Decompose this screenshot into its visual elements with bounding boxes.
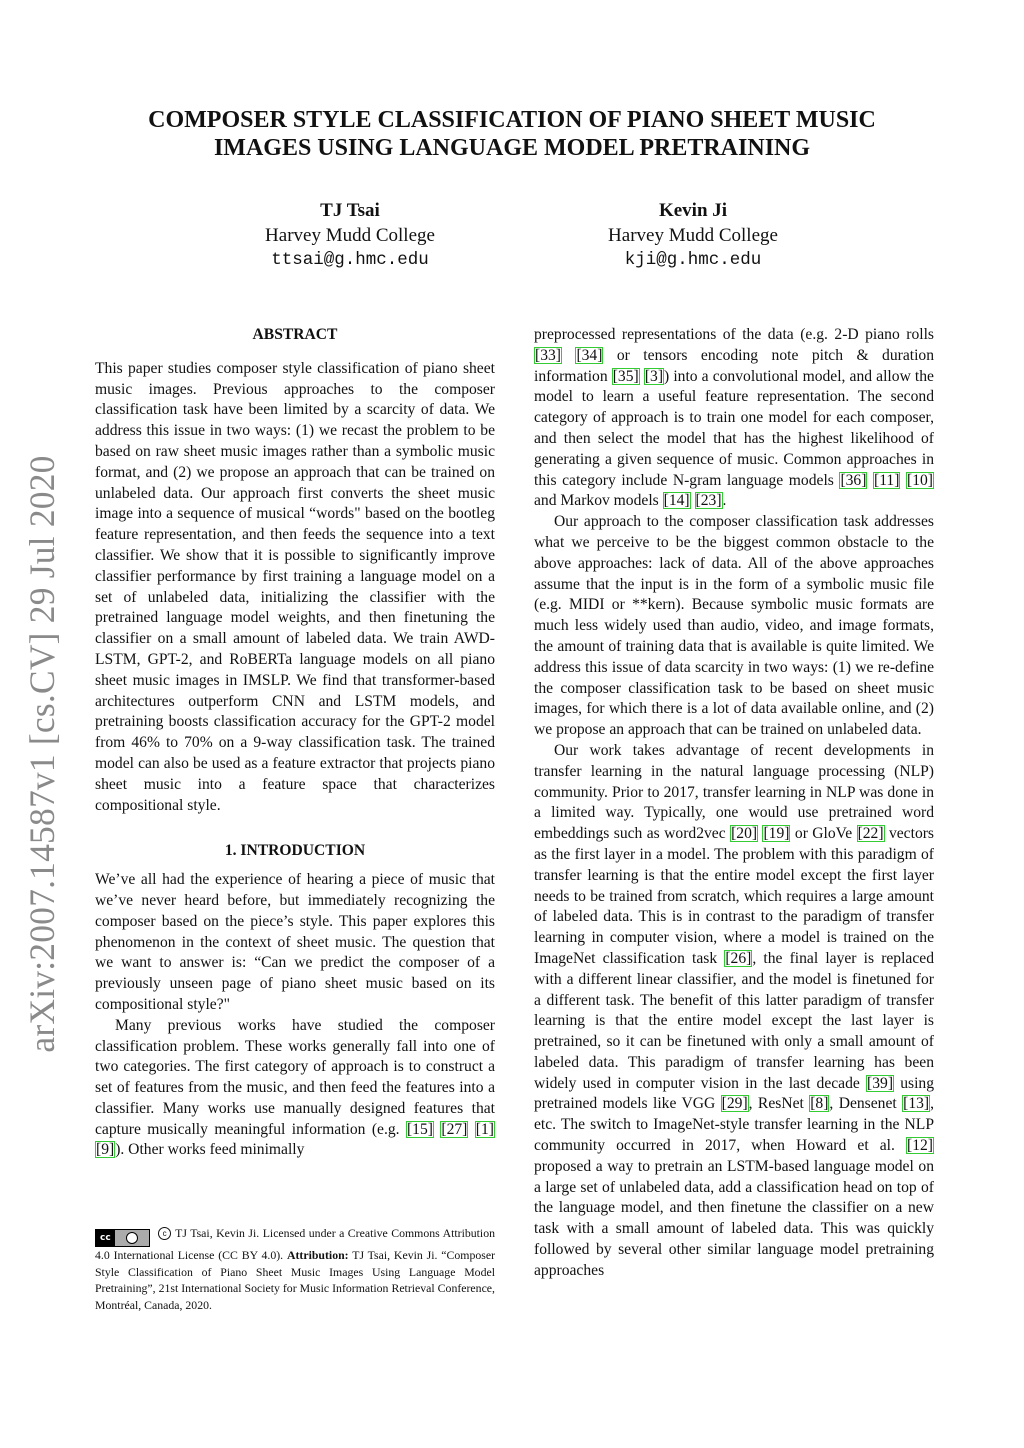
citation-link[interactable]: [29]	[721, 1095, 748, 1113]
citation-link[interactable]: [34]	[576, 346, 603, 364]
author-name: Kevin Ji	[658, 200, 728, 221]
cc-by-license-icon	[95, 1229, 150, 1247]
citation-link[interactable]: [19]	[763, 825, 790, 843]
cc-badge-text: cc	[96, 1230, 115, 1246]
right-paragraph-3	[534, 741, 934, 1282]
citation-link[interactable]: [1]	[475, 1120, 494, 1138]
citation-link[interactable]: [39]	[867, 1074, 894, 1092]
paragraph-text: using pretrained models like VGG	[534, 1074, 935, 1113]
paragraph-text: , the final layer is replaced with a different linear classifier, and the model is finetuned for a different task. The benefit of this latter paradigm of transfer learning is that the entire model except the last layer is pretrained, so it can be finetuned with only a small amount of labeled data. This paradigm of transfer learning has been widely used in computer vision in the last decade	[534, 949, 934, 1092]
author-name: TJ Tsai	[320, 200, 380, 221]
right-paragraph-1	[534, 325, 934, 512]
citation-link[interactable]: [23]	[695, 492, 722, 510]
right-column	[534, 325, 934, 1282]
citation-link[interactable]: [10]	[907, 471, 933, 489]
title-line-1: COMPOSER STYLE CLASSIFICATION OF PIANO SHEET MUSIC	[148, 107, 876, 133]
title-line-2: IMAGES USING LANGUAGE MODEL PRETRAINING	[213, 135, 811, 161]
intro-paragraph-1: We’ve all had the experience of hearing a piece of music that we’ve never heard before, but immediately recognizing the composer based on the piece’s style. This paper explores this phenomenon in the context of sheet music. The question that we want to answer is: “Can we predict the composer of a previously unseen page of piano sheet music based on its compositional style?"	[95, 871, 495, 1013]
author-affiliation: Harvey Mudd College	[265, 225, 435, 246]
citation-link[interactable]: [36]	[840, 471, 867, 489]
footnote-citation-text: TJ Tsai, Kevin Ji. “Composer Style Classification of Piano Sheet Music Images Using Language Model Pretraining”, 21st International Society for Music Information Retrieval Conference, Montréal, Canada, 2020.	[95, 1248, 495, 1312]
citation-link[interactable]: [8]	[810, 1095, 829, 1113]
footnote-license-text: TJ Tsai, Kevin Ji. Licensed under a Creative Commons Attribution 4.0 International License (CC BY 4.0).	[95, 1226, 495, 1262]
paragraph-text: , ResNet	[748, 1095, 804, 1113]
author-block-2	[543, 198, 843, 273]
arxiv-identifier-stamp	[0, 0, 84, 1448]
arxiv-id-text: arXiv:2007.14587v1 [cs.CV] 29 Jul 2020	[22, 455, 62, 1053]
paragraph-text: ). Other works feed minimally	[115, 1141, 305, 1159]
citation-link[interactable]: [20]	[731, 825, 758, 843]
citation-link[interactable]: [14]	[663, 492, 690, 510]
citation-link[interactable]: [35]	[612, 367, 639, 385]
attribution-label: Attribution:	[286, 1248, 349, 1262]
right-paragraph-2: Our approach to the composer classification task addresses what we perceive to be the biggest common obstacle to the above approaches: lack of data. All of the above approaches assume that the input is in the form of a symbolic music file (e.g. MIDI or **kern). Because symbolic music formats are much less widely used than audio, video, and image formats, the amount of training data that is available is quite limited. We address this issue of data scarcity in two ways: (1) we re-define the composer classification task to be based on sheet music images, for which there is a lot of data available online, and (2) we propose an approach that can be trained on unlabeled data.	[534, 513, 934, 739]
citation-link[interactable]: [27]	[441, 1120, 468, 1138]
paragraph-text: , etc. The switch to ImageNet-style transfer learning in the NLP community occurred in 2017, when Howard et al.	[534, 1095, 935, 1155]
by-person-icon	[115, 1230, 149, 1246]
paragraph-text: Many previous works have studied the composer classification problem. These works generally fall into one of two categories. The first category of approach is to construct a set of features from the music, and then feed the features into a classifier. Many works use manually designed features that capture musically meaningful information (e.g.	[95, 1016, 495, 1138]
citation-link[interactable]: [33]	[535, 346, 561, 364]
paragraph-text: ) into a convolutional model, and allow the model to learn a useful feature representation. The second category of approach is to train one model for each composer, and then select the model that has the highest likelihood of generating a given sequence of music. Common approaches in this category include N-gram language models	[534, 367, 934, 489]
citation-link[interactable]: [13]	[903, 1095, 930, 1113]
paragraph-text: , Densenet	[829, 1095, 897, 1113]
citation-link[interactable]: [3]	[644, 367, 664, 385]
citation-link[interactable]: [15]	[406, 1120, 433, 1138]
author-email: kji@g.hmc.edu	[624, 250, 762, 270]
abstract-text: This paper studies composer style classification of piano sheet music images. Previous approaches to the composer classification task have been limited by a scarcity of data. We address this issue in two ways: (1) we recast the problem to be based on raw sheet music images rather than a symbolic music format, and (2) we propose an approach that can be trained on unlabeled data. Our approach first converts the sheet music image into a sequence of musical “words" based on the bootleg feature representation, and then feeds the sequence into a text classifier. We show that it is possible to significantly improve classifier performance by first training a language model on a set of unlabeled data, initializing the classifier with the pretrained language model weights, and then finetuning the classifier on a small amount of labeled data. We train AWD-LSTM, GPT-2, and RoBERTa language models on all piano sheet music images in IMSLP. We find that transformer-based architectures outperform CNN and LSTM models, and pretraining boosts classification accuracy for the GPT-2 model from 46% to 70% on a 9-way classification task. The trained model can also be used as a feature extractor that projects piano sheet music into a feature space that characterizes compositional style.	[95, 359, 495, 814]
citation-link[interactable]: [12]	[907, 1137, 933, 1155]
author-email: ttsai@g.hmc.edu	[271, 250, 429, 270]
paper-title	[84, 106, 940, 162]
left-column	[95, 325, 495, 1161]
citation-link[interactable]: [26]	[725, 949, 752, 967]
paragraph-text: Our work takes advantage of recent developments in transfer learning in the natural language processing (NLP) community. Prior to 2017, transfer learning in NLP was done in a limited way. Typically, one would use pretrained word embeddings such as word2vec	[534, 741, 934, 843]
paragraph-text: or tensors encoding note pitch & duration information	[534, 346, 934, 385]
paragraph-text: preprocessed representations of the data (e.g. 2-D piano rolls	[534, 326, 934, 343]
paragraph-text: or GloVe	[794, 825, 853, 843]
paragraph-text: and Markov models	[534, 492, 659, 510]
author-affiliation: Harvey Mudd College	[608, 225, 778, 246]
citation-link[interactable]: [11]	[874, 471, 900, 489]
author-block-1	[200, 198, 500, 273]
paragraph-text: proposed a way to pretrain an LSTM-based language model on a large set of unlabeled data, add a classification head on top of the language model, and then finetune the classifier on a new task with a small amount of labeled data. This was quickly followed by several other similar language model pretraining approaches	[534, 1157, 934, 1279]
copyright-footnote	[95, 1225, 495, 1313]
copyright-icon: c	[158, 1227, 171, 1240]
citation-link[interactable]: [22]	[857, 825, 884, 843]
intro-paragraph-2	[95, 1016, 495, 1162]
introduction-heading: 1. INTRODUCTION	[224, 842, 366, 860]
paragraph-text: vectors as the first layer in a model. The problem with this paradigm of transfer learning is that the entire model except the first layer needs to be trained from scratch, which requires a large amount of labeled data. This is in contrast to the paradigm of transfer learning in computer vision, where a model is trained on the ImageNet classification task	[534, 825, 934, 967]
citation-link[interactable]: [9]	[96, 1141, 115, 1159]
paragraph-text: .	[722, 492, 727, 510]
abstract-heading: ABSTRACT	[252, 326, 338, 343]
